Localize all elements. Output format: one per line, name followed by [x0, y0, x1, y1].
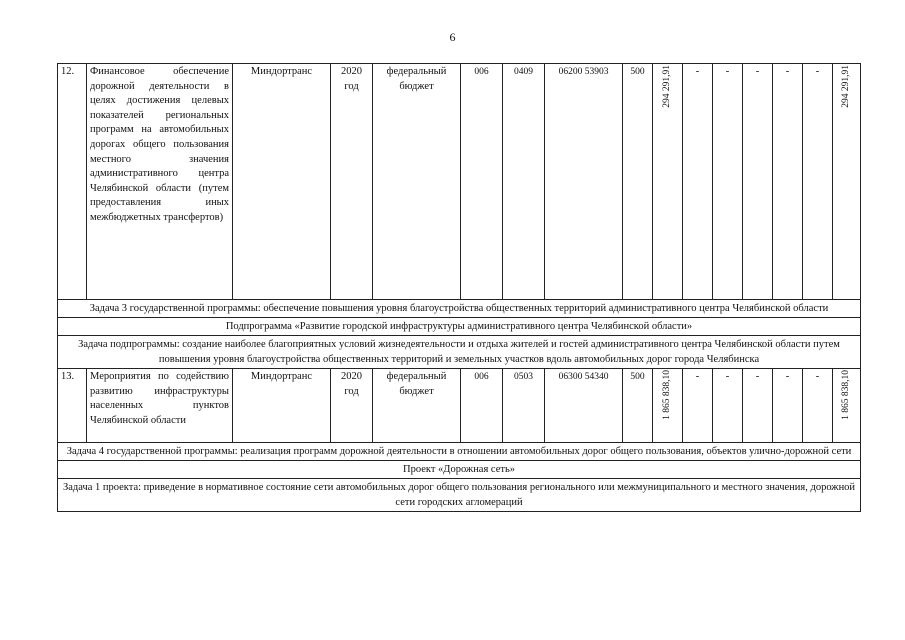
page-number: 6: [449, 30, 456, 44]
section-code: 0409: [503, 64, 545, 300]
section-row: [58, 443, 861, 461]
section-row: [58, 336, 861, 369]
row-number: 13.: [58, 369, 87, 443]
total-value: 294 291,91: [841, 65, 852, 108]
empty-cell: -: [803, 64, 833, 300]
empty-cell: -: [743, 64, 773, 300]
expense-type-code: 500: [623, 64, 653, 300]
empty-cell: -: [713, 369, 743, 443]
executor: Миндортранс: [233, 64, 331, 300]
program-table: [57, 63, 861, 512]
expense-type-code: 500: [623, 369, 653, 443]
empty-cell: -: [773, 64, 803, 300]
section-row: [58, 479, 861, 512]
project-task-1-heading: Задача 1 проекта: приведение в нормативное состояние сети автомобильных дорог общего пользования регионального или межмуниципального и местного значения, дорожной сети городских агломераций: [58, 479, 861, 512]
event-name: Мероприятия по содействию развитию инфраструктуры населенных пунктов Челябинской области: [87, 369, 233, 443]
empty-cell: -: [803, 369, 833, 443]
empty-cell: -: [683, 64, 713, 300]
executor: Миндортранс: [233, 369, 331, 443]
amount-value: 294 291,91: [662, 65, 673, 108]
year: 2020 год: [331, 64, 373, 300]
task-4-heading: Задача 4 государственной программы: реализация программ дорожной деятельности в отношении автомобильных дорог общего пользования, объектов улично-дорожной сети: [58, 443, 861, 461]
grbs-code: 006: [461, 369, 503, 443]
subprogram-task-heading: Задача подпрограммы: создание наиболее благоприятных условий жизнедеятельности и отдыха жителей и гостей административного центра Челябинской области путем повышения уровня благоустройства общественных территорий и земельных участков вдоль автомобильных дорог города Челябинска: [58, 336, 861, 369]
section-row: [58, 461, 861, 479]
target-article-code: 06300 54340: [545, 369, 623, 443]
grbs-code: 006: [461, 64, 503, 300]
table-row: [58, 369, 861, 443]
empty-cell: -: [713, 64, 743, 300]
year: 2020 год: [331, 369, 373, 443]
subprogram-heading: Подпрограмма «Развитие городской инфраструктуры административного центра Челябинской области»: [58, 318, 861, 336]
funding-source: федеральный бюджет: [373, 64, 461, 300]
row-number: 12.: [58, 64, 87, 300]
total-value: 1 865 838,10: [841, 370, 852, 420]
empty-cell: -: [743, 369, 773, 443]
section-code: 0503: [503, 369, 545, 443]
total-cell: [833, 369, 861, 443]
empty-cell: -: [773, 369, 803, 443]
amount-cell: [653, 64, 683, 300]
target-article-code: 06200 53903: [545, 64, 623, 300]
section-row: [58, 300, 861, 318]
event-name: Финансовое обеспечение дорожной деятельности в целях достижения целевых показателей региональных программ на автомобильных дорогах общего пользования местного значения административного центра Челябинской области (путем предоставления иных межбюджетных трансфертов): [87, 64, 233, 300]
project-heading: Проект «Дорожная сеть»: [58, 461, 861, 479]
funding-source: федеральный бюджет: [373, 369, 461, 443]
task-3-heading: Задача 3 государственной программы: обеспечение повышения уровня благоустройства общественных территорий административного центра Челябинской области: [58, 300, 861, 318]
empty-cell: -: [683, 369, 713, 443]
table-row: [58, 64, 861, 300]
amount-cell: [653, 369, 683, 443]
amount-value: 1 865 838,10: [662, 370, 673, 420]
total-cell: [833, 64, 861, 300]
section-row: [58, 318, 861, 336]
